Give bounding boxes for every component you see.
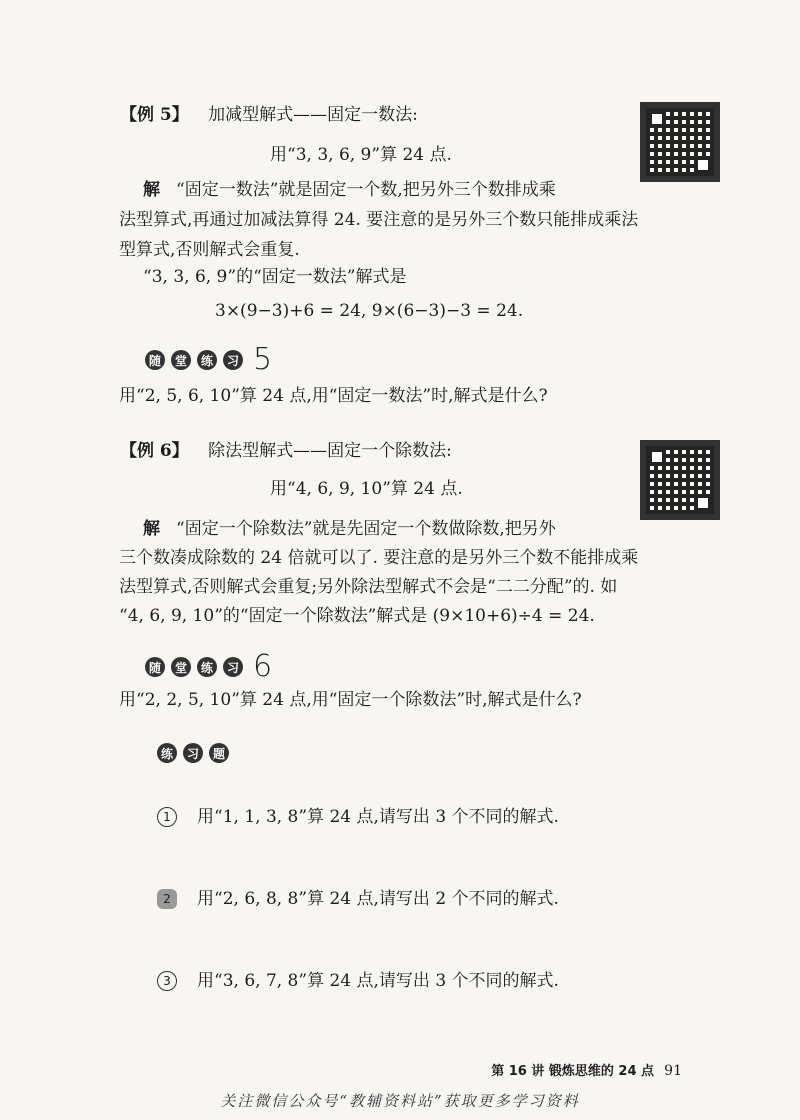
- solution-line: 法型算式,再通过加减法算得 24. 要注意的是另外三个数只能排成乘法: [119, 210, 639, 230]
- example5-header: [120, 100, 418, 130]
- example5-label: 【例 5】: [120, 105, 189, 125]
- page-number: 91: [664, 1063, 682, 1079]
- example6-solution-first: [143, 514, 556, 544]
- exercise-text: 用“3, 6, 7, 8”算 24 点,请写出 3 个不同的解式.: [197, 971, 559, 991]
- solution-line: “固定一个除数法”就是先固定一个数做除数,把另外: [176, 519, 556, 539]
- exercise-number: 2: [157, 889, 177, 909]
- example6-header: [120, 436, 452, 466]
- badge: 随: [145, 657, 165, 677]
- practice6-number: 6: [253, 649, 273, 684]
- exercise-item: [157, 966, 559, 996]
- badge: 堂: [171, 657, 191, 677]
- practice5-heading: [145, 342, 273, 377]
- badge: 习: [183, 743, 203, 763]
- badge: 习: [223, 350, 243, 370]
- practice6-question: 用“2, 2, 5, 10”算 24 点,用“固定一个除数法”时,解式是什么?: [119, 690, 582, 710]
- solution-line: “固定一数法”就是固定一个数,把另外三个数排成乘: [176, 180, 556, 200]
- watermark-text: 关注微信公众号“教辅资料站”获取更多学习资料: [220, 1092, 580, 1110]
- badge: 练: [197, 350, 217, 370]
- badge: 练: [157, 743, 177, 763]
- exercise-text: 用“2, 6, 8, 8”算 24 点,请写出 2 个不同的解式.: [197, 889, 559, 909]
- example5-intro: “3, 3, 6, 9”的“固定一数法”解式是: [143, 267, 407, 287]
- example5-solution-first: [143, 175, 556, 205]
- badge: 堂: [171, 350, 191, 370]
- exercise-item: [157, 884, 559, 914]
- practice5-number: 5: [253, 342, 273, 377]
- qr-code-icon[interactable]: [640, 440, 720, 520]
- badge: 题: [209, 743, 229, 763]
- exercise-number: 1: [157, 807, 177, 827]
- example6-label: 【例 6】: [120, 441, 189, 461]
- badge: 随: [145, 350, 165, 370]
- solution-line: 法型算式,否则解式会重复;另外除法型解式不会是“二二分配”的. 如: [119, 577, 618, 597]
- exercise-number: 3: [157, 971, 177, 991]
- example5-problem: 用“3, 3, 6, 9”算 24 点.: [270, 145, 452, 165]
- solution-label: 解: [143, 519, 160, 539]
- solution-label: 解: [143, 180, 160, 200]
- badge: 练: [197, 657, 217, 677]
- exercise-item: [157, 802, 559, 832]
- solution-line: “4, 6, 9, 10”的“固定一个除数法”解式是 (9×10+6)÷4 = 24.: [119, 606, 595, 626]
- qr-code-icon[interactable]: [640, 102, 720, 182]
- practice5-question: 用“2, 5, 6, 10”算 24 点,用“固定一数法”时,解式是什么?: [119, 386, 548, 406]
- lecture-title: 第 16 讲 锻炼思维的 24 点: [491, 1064, 655, 1079]
- example5-title: 加减型解式——固定一数法:: [208, 105, 418, 125]
- example6-title: 除法型解式——固定一个除数法:: [208, 441, 452, 461]
- example5-formula: 3×(9−3)+6 = 24, 9×(6−3)−3 = 24.: [215, 301, 524, 321]
- exercise-text: 用“1, 1, 3, 8”算 24 点,请写出 3 个不同的解式.: [197, 807, 559, 827]
- page-footer: [491, 1060, 682, 1079]
- solution-line: 型算式,否则解式会重复.: [119, 240, 300, 260]
- exercises-heading: [157, 743, 231, 763]
- practice6-heading: [145, 649, 273, 684]
- example6-problem: 用“4, 6, 9, 10”算 24 点.: [270, 479, 463, 499]
- badge: 习: [223, 657, 243, 677]
- solution-line: 三个数凑成除数的 24 倍就可以了. 要注意的是另外三个数不能排成乘: [119, 548, 639, 568]
